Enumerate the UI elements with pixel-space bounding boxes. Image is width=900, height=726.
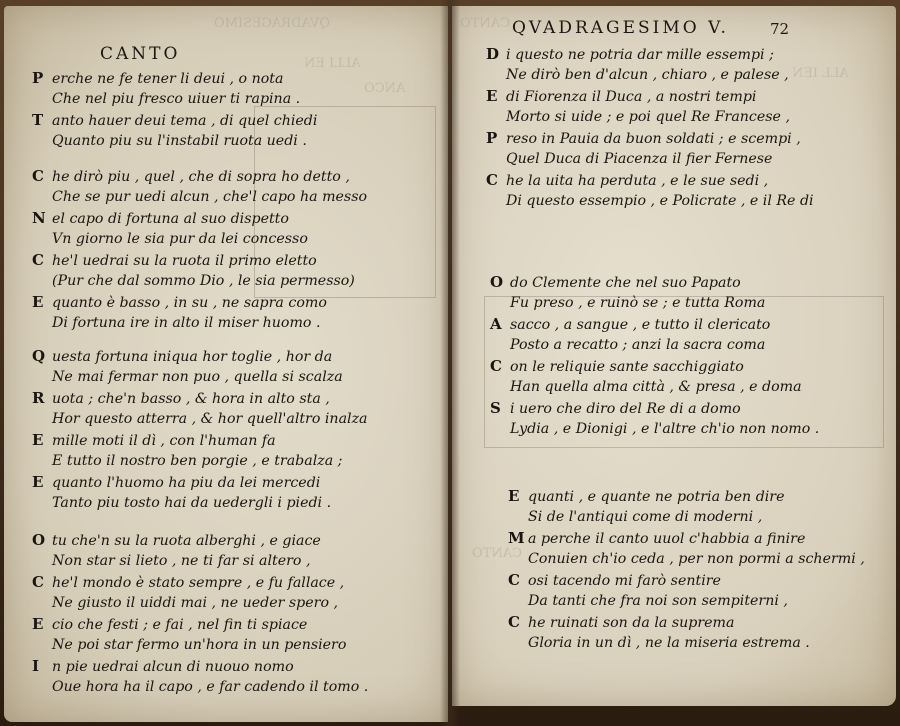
verse-line: Di questo essempio , e Policrate , e il Re di (506, 193, 814, 209)
verse-line: Ne giusto il uiddi mai , ne ueder spero , (52, 595, 339, 611)
verse-line: C he dirò piu , quel , che di sopra ho detto , (32, 167, 350, 185)
stanza (486, 44, 814, 212)
verse-line: N el capo di fortuna al suo dispetto (32, 209, 289, 227)
verse-line: C on le reliquie sante sacchiggiato (490, 357, 744, 375)
verse-line: E quanti , e quante ne potria ben dire (508, 487, 785, 505)
verse-line: Hor questo atterra , & hor quell'altro inalza (52, 411, 368, 427)
verse-line: A sacco , a sangue , e tutto il clericato (490, 315, 771, 333)
verse-line: Si de l'antiqui come di moderni , (528, 509, 763, 525)
left-page (4, 6, 448, 722)
page-header: QVADRAGESIMO V. (512, 18, 729, 38)
verse-line: Lydia , e Dionigi , e l'altre ch'io non nomo . (510, 421, 820, 437)
bleed-through-text: CANTO (472, 546, 523, 561)
verse-line: I n pie uedrai alcun di nuouo nomo (32, 657, 294, 675)
verse-line: M a perche il canto uuol c'habbia a finire (508, 529, 806, 547)
verse-line: Posto a recatto ; anzi la sacra coma (510, 337, 766, 353)
verse-line: Non star si lieto , ne ti far si altero , (52, 553, 311, 569)
stanza (32, 68, 317, 152)
verse-line: Ne dirò ben d'alcun , chiaro , e palese , (506, 67, 789, 83)
stanza (32, 530, 368, 698)
verse-line: Oue hora ha il capo , e far cadendo il tomo . (52, 679, 369, 695)
verse-line: Morto si uide ; e poi quel Re Francese , (506, 109, 790, 125)
verse-line: Conuien ch'io ceda , per non pormi a schermi , (528, 551, 865, 567)
verse-line: E quanto è basso , in su , ne sapra como (32, 293, 327, 311)
verse-line: Che nel piu fresco uiuer ti rapina . (52, 91, 301, 107)
verse-line: O tu che'n su la ruota alberghi , e giace (32, 531, 321, 549)
verse-line: Gloria in un dì , ne la miseria estrema . (528, 635, 810, 651)
book-gutter (440, 0, 460, 726)
verse-line: Ne mai fermar non puo , quella si scalza (52, 369, 343, 385)
bleed-through-text: ANCO (364, 81, 406, 96)
verse-line: C osi tacendo mi farò sentire (508, 571, 721, 589)
verse-line: C he'l uedrai su la ruota il primo eletto (32, 251, 317, 269)
stanza (32, 166, 367, 334)
verse-line: E di Fiorenza il Duca , a nostri tempi (486, 87, 757, 105)
verse-line: Quel Duca di Piacenza il fier Fernese (506, 151, 773, 167)
verse-line: Ne poi star fermo un'hora in un pensiero (52, 637, 347, 653)
bleed-through-text: CANTO (460, 16, 511, 31)
verse-line: E mille moti il dì , con l'human fa (32, 431, 276, 449)
page-header: CANTO (100, 44, 181, 64)
page-number: 72 (770, 20, 790, 38)
bleed-through-text: ALL IEN (792, 66, 849, 81)
verse-line: Che se pur uedi alcun , che'l capo ha messo (52, 189, 368, 205)
verse-line: Da tanti che fra noi son sempiterni , (528, 593, 788, 609)
verse-line: C he ruinati son da la suprema (508, 613, 735, 631)
verse-line: R uota ; che'n basso , & hora in alto sta , (32, 389, 330, 407)
verse-line: Q uesta fortuna iniqua hor toglie , hor da (32, 347, 333, 365)
verse-line: S i uero che diro del Re di a domo (490, 399, 741, 417)
verse-line: T anto hauer deui tema , di quel chiedi (32, 111, 318, 129)
verse-line: P reso in Pauia da buon soldati ; e scempi , (486, 129, 801, 147)
bleed-through-text: QVADRAGESIMO (214, 16, 331, 31)
verse-line: P erche ne fe tener li deui , o nota (32, 69, 284, 87)
stanza (32, 346, 368, 514)
stanza (508, 486, 865, 654)
verse-line: (Pur che dal sommo Dio , le sia permesso) (52, 273, 355, 289)
verse-line: E quanto l'huomo ha piu da lei mercedi (32, 473, 321, 491)
verse-line: C he la uita ha perduta , e le sue sedi , (486, 171, 769, 189)
verse-line: C he'l mondo è stato sempre , e fu fallace , (32, 573, 345, 591)
verse-line: Han quella alma città , & presa , e doma (510, 379, 802, 395)
verse-line: Tanto piu tosto hai da uedergli i piedi . (52, 495, 332, 511)
verse-line: Di fortuna ire in alto il miser huomo . (52, 315, 321, 331)
stanza (490, 272, 819, 440)
verse-line: Vn giorno le sia pur da lei concesso (52, 231, 308, 247)
verse-line: D i questo ne potria dar mille essempi ; (486, 45, 774, 63)
verse-line: O do Clemente che nel suo Papato (490, 273, 741, 291)
verse-line: E cio che festi ; e fai , nel fin ti spiace (32, 615, 308, 633)
verse-line: Quanto piu su l'instabil ruota uedi . (52, 133, 307, 149)
verse-line: E tutto il nostro ben porgie , e trabalza ; (52, 453, 343, 469)
verse-line: Fu preso , e ruinò se ; e tutta Roma (510, 295, 766, 311)
right-page (452, 6, 896, 706)
bleed-through-text: ALLI EN (304, 56, 361, 71)
